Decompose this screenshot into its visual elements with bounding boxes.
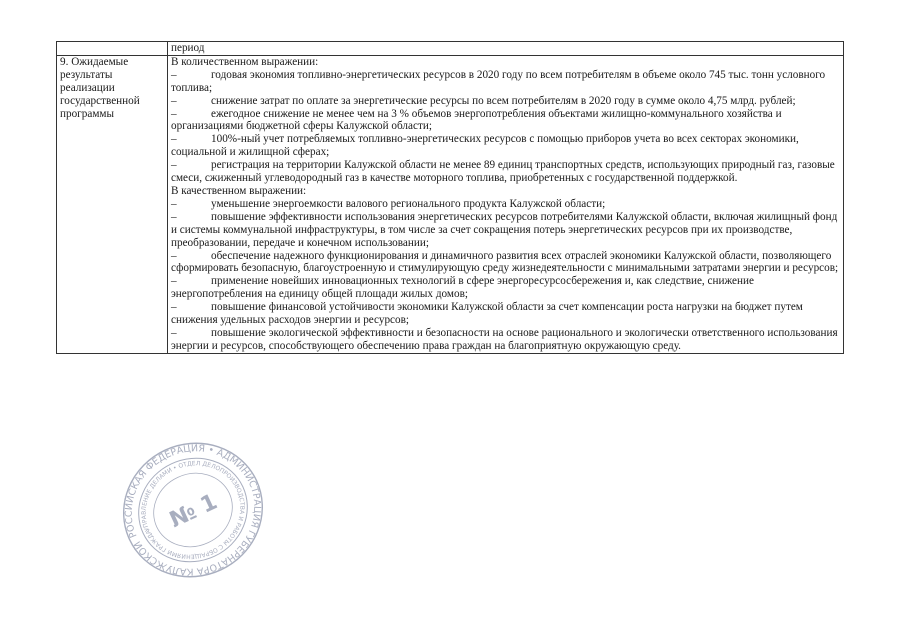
list-item [171,211,839,250]
list-dash: – [171,133,177,146]
list-item-text: регистрация на территории Калужской области не менее 89 единиц транспортных средств, использующих природный газ, газовые смеси, сжиженный углеводородный газ в качестве моторного топлива, приобретенных с государственной поддержкой. [171,159,835,185]
list-dash: – [171,94,177,107]
seal-inner-text: УПРАВЛЕНИЕ ДЕЛАМИ • ОТДЕЛ ДЕЛОПРОИЗВОДСТВА И РАБОТЫ С ОБРАЩЕНИЯМИ ГРАЖДАН [140,460,246,560]
seal-outer-text: РОССИЙСКАЯ ФЕДЕРАЦИЯ • АДМИНИСТРАЦИЯ ГУБЕРНАТОРА КАЛУЖСКОЙ [123,443,263,577]
list-item-text: повышение финансовой устойчивости экономики Калужской области за счет компенсации роста нагрузки на бюджет путем снижения удельных расходов энергии и ресурсов; [171,301,803,327]
list-item-text: повышение экологической эффективности и безопасности на основе рационального и экологически ответственного использования энергии и ресурсов, способствующего обеспечению права граждан на благоприятную окружающую среду. [171,326,838,352]
list-item [171,275,839,301]
quantitative-list [171,69,839,185]
list-item [171,108,839,134]
list-dash: – [171,159,177,172]
table-row-period [57,42,844,56]
seal-inner-ring [142,460,245,559]
list-dash: – [171,249,177,262]
list-dash: – [171,301,177,314]
list-item-text: повышение эффективности использования энергетических ресурсов потребителями Калужской области, включая жилищный фонд и системы коммунальной инфраструктуры, в том числе за счет сокращения потерь энергетических ресурсов при их производстве, преобразовании, передаче и конечном использовании; [171,210,838,249]
quantitative-heading: В количественном выражении: [171,55,319,68]
seal-number: № 1 [165,489,222,534]
qualitative-list [171,198,839,353]
label-cell-empty [57,42,168,56]
list-item-text: уменьшение энергоемкости валового регионального продукта Калужской области; [211,197,606,210]
list-dash: – [171,275,177,288]
list-item [171,95,839,108]
list-item [171,301,839,327]
seal-middle-ring [122,441,265,580]
list-item [171,198,839,211]
qualitative-heading: В качественном выражении: [171,184,307,197]
list-dash: – [171,197,177,210]
list-dash: – [171,107,177,120]
row-label-expected-results: 9. Ожидаемые результаты реализации государственной программы [57,55,168,353]
list-item [171,133,839,159]
seal-outer-ring [118,440,268,580]
list-item [171,69,839,95]
list-item-text: 100%-ный учет потребляемых топливно-энергетических ресурсов с помощью приборов учета во всех секторах экономики, социальной и жилищной сферах; [171,133,799,159]
list-dash: – [171,326,177,339]
list-item-text: ежегодное снижение не менее чем на 3 % объемов энергопотребления объектами жилищно-коммунального хозяйства и организациями бюджетной сферы Калужской области; [171,107,782,133]
list-item [171,250,839,276]
list-item [171,327,839,353]
list-item-text: применение новейших инновационных технологий в сфере энергоресурсосбережения и, как следствие, снижение энергопотребления на единицу общей площади жилых домов; [171,275,754,301]
period-cell: период [168,42,844,56]
list-item-text: снижение затрат по оплате за энергетические ресурсы по всем потребителям в 2020 году в сумме около 4,75 млрд. рублей; [211,94,796,107]
program-table [56,41,844,354]
official-seal-stamp [118,440,268,580]
expected-results-cell [168,55,844,353]
list-dash: – [171,210,177,223]
list-item-text: обеспечение надежного функционирования и динамичного развития всех отраслей экономики Калужской области, позволяющего сформировать безопасную, благоустроенную и стимулирующую среду жизнедеятельности с минимальными затратами энергии и ресурсов; [171,249,839,275]
table-row-expected-results [57,55,844,353]
list-item [171,159,839,185]
list-item-text: годовая экономия топливно-энергетических ресурсов в 2020 году по всем потребителям в объеме около 745 тыс. тонн условного топлива; [171,68,826,94]
list-dash: – [171,68,177,81]
